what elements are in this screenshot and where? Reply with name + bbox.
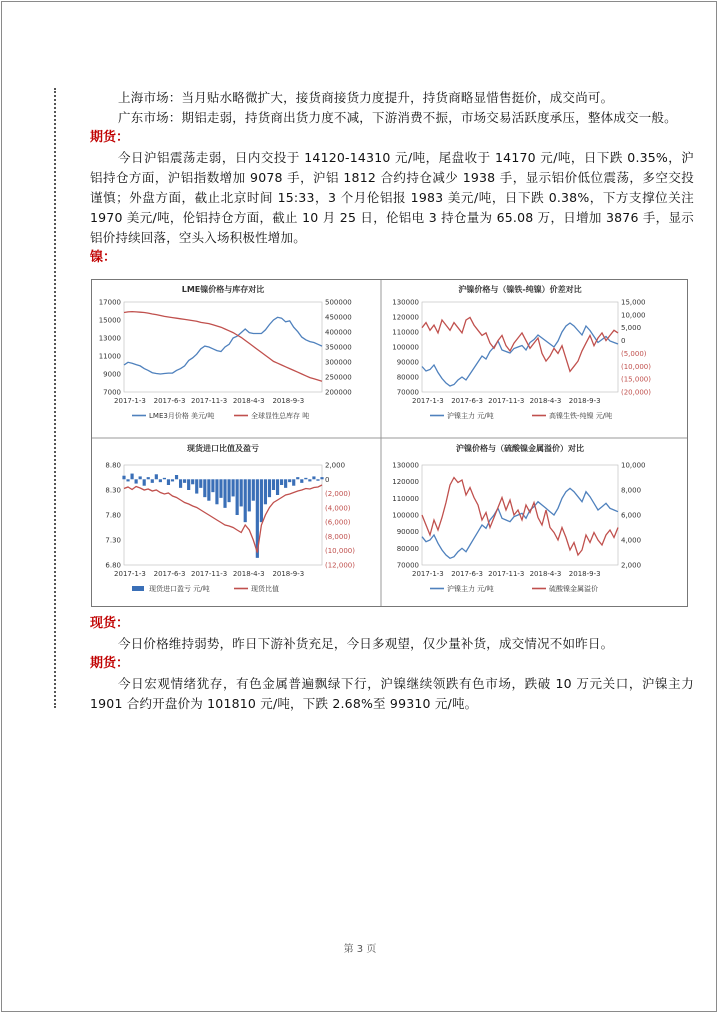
x-tick-label: 2017-6-3 bbox=[153, 397, 186, 405]
bar bbox=[308, 479, 311, 481]
chart-title: 沪镍价格与（硫酸镍金属溢价）对比 bbox=[456, 444, 584, 453]
x-tick-label: 2017-1-3 bbox=[411, 570, 444, 578]
bar bbox=[320, 477, 323, 479]
y-left-tick-label: 80000 bbox=[396, 373, 419, 382]
legend-label: 高镍生铁-纯镍 元/吨 bbox=[549, 412, 613, 420]
y-left-tick-label: 7000 bbox=[103, 388, 121, 397]
y-left-tick-label: 90000 bbox=[396, 528, 419, 537]
bar bbox=[276, 479, 279, 495]
bar bbox=[155, 474, 158, 479]
bar bbox=[167, 479, 170, 485]
bar bbox=[316, 479, 319, 480]
x-tick-label: 2017-11-3 bbox=[191, 570, 228, 578]
legend-label: 硫酸镍金属溢价 bbox=[549, 585, 598, 593]
bar bbox=[122, 476, 125, 480]
y-left-tick-label: 8.30 bbox=[105, 486, 121, 495]
y-right-tick-label: 300000 bbox=[325, 358, 352, 367]
bar bbox=[135, 479, 138, 483]
nickel-futures-paragraph: 今日宏观情绪犹存，有色金属普遍飘绿下行，沪镍继续领跌有色市场，跌破 10 万元关口，沪镍主力 1901 合约开盘价为 101810 元/吨，下跌 2.68%至 99310 元/吨。 bbox=[90, 676, 694, 711]
chart-2 bbox=[392, 284, 651, 420]
bar bbox=[223, 479, 226, 508]
bar bbox=[300, 479, 303, 483]
futures-heading-aluminum: 期货： bbox=[90, 130, 130, 145]
bar bbox=[227, 479, 230, 502]
x-tick-label: 2017-11-3 bbox=[488, 570, 525, 578]
y-left-tick-label: 80000 bbox=[396, 544, 419, 553]
series-line bbox=[124, 485, 322, 553]
x-tick-label: 2018-4-3 bbox=[232, 570, 265, 578]
y-left-tick-label: 8.80 bbox=[105, 461, 121, 470]
bar bbox=[292, 479, 295, 485]
bar bbox=[244, 479, 247, 522]
y-left-tick-label: 130000 bbox=[392, 298, 419, 307]
y-left-tick-label: 6.80 bbox=[105, 561, 121, 570]
bar bbox=[195, 479, 198, 493]
y-left-tick-label: 70000 bbox=[396, 388, 419, 397]
x-tick-label: 2017-6-3 bbox=[451, 397, 483, 405]
y-right-tick-label: 10,000 bbox=[621, 311, 646, 320]
x-tick-label: 2018-9-3 bbox=[568, 397, 601, 405]
y-left-tick-label: 70000 bbox=[396, 561, 419, 570]
legend-label: 现货比值 bbox=[251, 585, 279, 593]
bar bbox=[219, 479, 222, 498]
nickel-heading: 镍： bbox=[90, 250, 117, 265]
y-right-tick-label: 4,000 bbox=[621, 536, 642, 545]
charts-svg bbox=[92, 280, 687, 606]
bar bbox=[203, 479, 206, 497]
bar bbox=[215, 479, 218, 504]
y-left-tick-label: 7.80 bbox=[105, 511, 121, 520]
bar bbox=[126, 479, 129, 481]
legend-label: 沪镍主力 元/吨 bbox=[447, 412, 494, 420]
spot-heading: 现货： bbox=[90, 616, 130, 631]
y-left-tick-label: 7.30 bbox=[105, 536, 121, 545]
bar bbox=[159, 479, 162, 482]
y-right-tick-label: (20,000) bbox=[621, 388, 651, 397]
chart-title: 现货进口比值及盈亏 bbox=[187, 444, 259, 453]
bar bbox=[179, 479, 182, 488]
y-left-tick-label: 9000 bbox=[103, 370, 121, 379]
y-right-tick-label: 0 bbox=[621, 337, 626, 346]
x-tick-label: 2017-6-3 bbox=[451, 570, 483, 578]
bar bbox=[199, 479, 202, 488]
spot-paragraph: 今日价格维持弱势，昨日下游补货充足，今日多观望，仅少量补货，成交情况不如昨日。 bbox=[118, 636, 614, 651]
y-left-tick-label: 90000 bbox=[396, 358, 419, 367]
y-left-tick-label: 100000 bbox=[392, 343, 419, 352]
bar bbox=[143, 479, 146, 485]
x-tick-label: 2018-4-3 bbox=[529, 397, 562, 405]
plot-area bbox=[124, 302, 322, 392]
bar bbox=[183, 479, 186, 483]
legend-label: 现货进口盈亏 元/吨 bbox=[149, 585, 210, 593]
plot-area bbox=[422, 302, 618, 392]
bar bbox=[260, 479, 263, 522]
bar bbox=[207, 479, 210, 500]
x-tick-label: 2017-1-3 bbox=[411, 397, 444, 405]
series-line bbox=[422, 478, 618, 556]
y-right-tick-label: (8,000) bbox=[325, 532, 351, 541]
page-number: 第 3 页 bbox=[343, 944, 377, 955]
y-right-tick-label: 6,000 bbox=[621, 511, 642, 520]
y-left-tick-label: 15000 bbox=[98, 316, 121, 325]
bar bbox=[163, 478, 166, 479]
y-right-tick-label: 450000 bbox=[325, 313, 352, 322]
chart-panel bbox=[91, 279, 688, 607]
legend-label: 全球显性总库存 吨 bbox=[251, 412, 310, 420]
x-tick-label: 2018-9-3 bbox=[272, 397, 305, 405]
y-left-tick-label: 130000 bbox=[392, 461, 419, 470]
bar bbox=[175, 475, 178, 479]
x-tick-label: 2017-1-3 bbox=[114, 570, 146, 578]
shanghai-market-paragraph: 上海市场：当月贴水略微扩大，接货商接货力度提升，持货商略显惜售挺价，成交尚可。 bbox=[118, 90, 614, 105]
bar bbox=[151, 479, 154, 483]
y-right-tick-label: (10,000) bbox=[621, 362, 651, 371]
bar bbox=[211, 479, 214, 492]
bar bbox=[191, 479, 194, 484]
bar bbox=[236, 479, 239, 515]
series-line bbox=[124, 317, 322, 374]
y-right-tick-label: 8,000 bbox=[621, 486, 642, 495]
top-text-block bbox=[90, 88, 694, 268]
y-left-tick-label: 110000 bbox=[392, 328, 419, 337]
y-left-tick-label: 13000 bbox=[98, 334, 121, 343]
y-right-tick-label: (5,000) bbox=[621, 349, 647, 358]
guangdong-market-paragraph: 广东市场：期铝走弱，持货商出货力度不减，下游消费不振，市场交易活跃度承压，整体成交一般。 bbox=[118, 110, 677, 125]
bar bbox=[252, 479, 255, 500]
series-line bbox=[124, 312, 322, 382]
y-right-tick-label: 200000 bbox=[325, 388, 352, 397]
x-tick-label: 2017-11-3 bbox=[488, 397, 525, 405]
y-right-tick-label: 0 bbox=[325, 475, 330, 484]
binding-line bbox=[54, 88, 56, 708]
y-right-tick-label: 10,000 bbox=[621, 461, 646, 470]
bar bbox=[284, 479, 287, 488]
bar bbox=[304, 478, 307, 479]
y-right-tick-label: (12,000) bbox=[325, 561, 355, 570]
bar bbox=[296, 477, 299, 479]
y-right-tick-label: (6,000) bbox=[325, 518, 351, 527]
bar bbox=[187, 479, 190, 490]
y-right-tick-label: (2,000) bbox=[325, 490, 351, 499]
bar bbox=[288, 479, 291, 482]
y-left-tick-label: 120000 bbox=[392, 313, 419, 322]
y-right-tick-label: 5,000 bbox=[621, 324, 642, 333]
y-right-tick-label: 15,000 bbox=[621, 298, 646, 307]
y-right-tick-label: 2,000 bbox=[325, 461, 346, 470]
bar bbox=[232, 479, 235, 496]
y-right-tick-label: 350000 bbox=[325, 343, 352, 352]
bottom-text-block bbox=[90, 614, 694, 714]
legend-label: LME3月价格 美元/吨 bbox=[149, 412, 215, 420]
chart-3 bbox=[105, 443, 355, 593]
y-right-tick-label: (15,000) bbox=[621, 375, 651, 384]
bar bbox=[268, 479, 271, 497]
futures-heading-nickel: 期货： bbox=[90, 656, 130, 671]
x-tick-label: 2017-6-3 bbox=[153, 570, 186, 578]
chart-title: LME镍价格与库存对比 bbox=[181, 285, 265, 294]
series-line bbox=[422, 323, 618, 386]
bar bbox=[264, 479, 267, 504]
x-tick-label: 2018-9-3 bbox=[568, 570, 601, 578]
chart-title: 沪镍价格与（镍铁-纯镍）价差对比 bbox=[458, 285, 582, 294]
bar bbox=[139, 476, 142, 479]
chart-4 bbox=[392, 443, 645, 593]
x-tick-label: 2017-11-3 bbox=[191, 397, 228, 405]
bar bbox=[280, 479, 283, 485]
y-right-tick-label: 250000 bbox=[325, 373, 352, 382]
y-right-tick-label: (10,000) bbox=[325, 547, 355, 556]
y-right-tick-label: (4,000) bbox=[325, 504, 351, 513]
bar bbox=[130, 474, 133, 480]
series-line bbox=[422, 488, 618, 558]
chart-1 bbox=[99, 284, 352, 420]
y-right-tick-label: 400000 bbox=[325, 328, 352, 337]
x-tick-label: 2018-4-3 bbox=[232, 397, 265, 405]
y-left-tick-label: 11000 bbox=[98, 352, 121, 361]
y-right-tick-label: 500000 bbox=[325, 298, 352, 307]
y-left-tick-label: 110000 bbox=[392, 494, 419, 503]
y-left-tick-label: 17000 bbox=[98, 298, 121, 307]
x-tick-label: 2018-9-3 bbox=[272, 570, 305, 578]
bar bbox=[171, 479, 174, 481]
y-left-tick-label: 120000 bbox=[392, 478, 419, 487]
x-tick-label: 2018-4-3 bbox=[529, 570, 562, 578]
series-line bbox=[422, 317, 618, 371]
bar bbox=[240, 479, 243, 506]
x-tick-label: 2017-1-3 bbox=[114, 397, 146, 405]
bar bbox=[312, 476, 315, 479]
legend-label: 沪镍主力 元/吨 bbox=[447, 585, 494, 593]
aluminum-futures-paragraph: 今日沪铝震荡走弱，日内交投于 14120-14310 元/吨，尾盘收于 14170 元/吨，日下跌 0.35%，沪铝持仓方面，沪铝指数增加 9078 手，沪铝 1812 合约持仓减少 1938 手，显示铝价低位震荡，多空交投谨慎；外盘方面，截止北京时间 15:33，3 个月伦铝报 1983 美元/吨，日下跌 0.38%，下方支撑位关注 1970 美元/吨，伦铝持仓方面，截止 10 月 25 日，伦铝电 3 持仓量为 65.08 万，日增加 3876 手，显示铝价持续回落，空头入场积极性增加。 bbox=[90, 150, 694, 245]
bar bbox=[147, 477, 150, 479]
y-right-tick-label: 2,000 bbox=[621, 561, 642, 570]
legend-swatch bbox=[132, 586, 144, 591]
bar bbox=[248, 479, 251, 511]
y-left-tick-label: 100000 bbox=[392, 511, 419, 520]
bar bbox=[272, 479, 275, 490]
